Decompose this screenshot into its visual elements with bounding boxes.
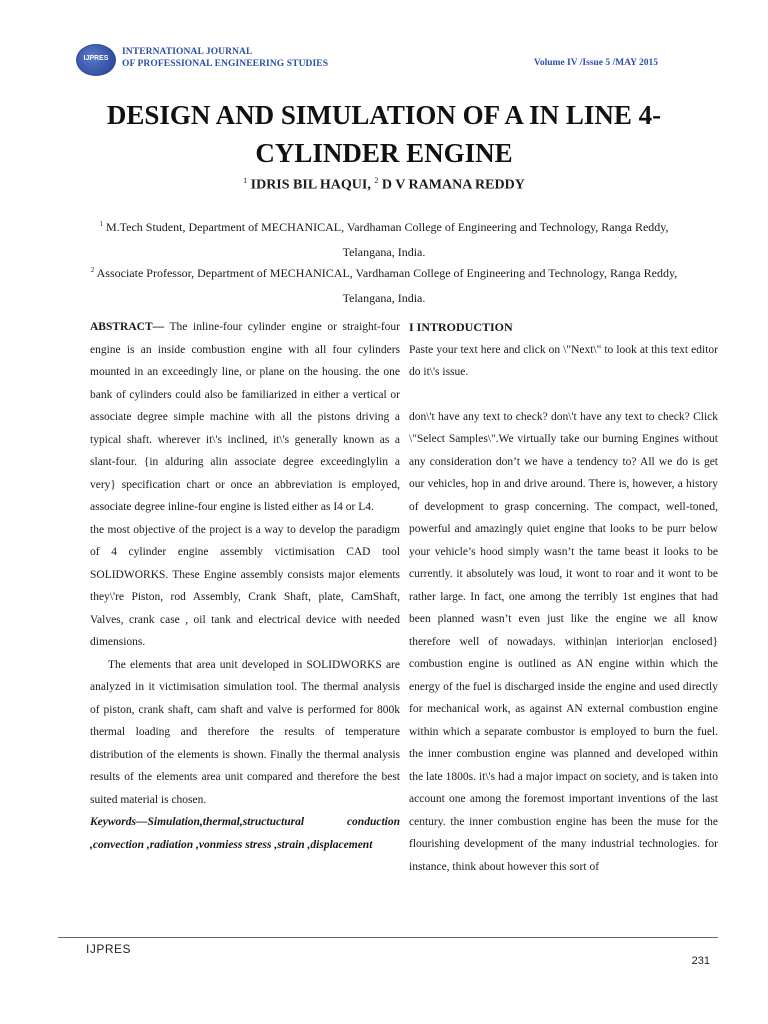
author2: D V RAMANA REDDY: [381, 177, 525, 193]
abstract-label: ABSTRACT—: [90, 321, 165, 333]
logo-text: IJPRES: [83, 55, 109, 62]
paper-title: [40, 96, 728, 172]
intro-paragraph-1: Paste your text here and click on \"Next\" to look at this text editor do it\'s issue.: [409, 343, 718, 378]
abstract-paragraph-1: [90, 316, 400, 519]
affiliation-2: [80, 258, 688, 311]
abstract-text-1: The inline-four cylinder engine or straight-four engine is an inside combustion engine with all four cylinders mounted in an exceedingly line, or plane on the housing. the one bank of cylinders could also be familiarized in either a vertical or associate degree simple machine with all the pistons driving a typical shaft. wherever it\'s inclined, it\'s generally known as a slant-four. {in alduring alin associate degree exceedinglylin a very} specification chart or once an abbreviation is employed, associate degree inline-four engine is listed either as I4 or L4.: [90, 321, 400, 513]
left-column: [90, 316, 400, 856]
footer-journal: IJPRES: [86, 942, 132, 956]
affil2-text: Associate Professor, Department of MECHANICAL, Vardhaman College of Engineering and Technology, Ranga Reddy, Telangana, India.: [96, 266, 678, 305]
author-list: [40, 176, 728, 194]
volume-issue: Volume IV /Issue 5 /MAY 2015: [533, 58, 658, 68]
intro-paragraph-2: don\'t have any text to check? don\'t have any text to check? Click \"Select Samples\".We virtually take our burning Engines without any consideration don’t we have a tendency to? All we do is get our vehicles, hop in and drive around. There is, however, a history of development to grasp concerning. The compact, well-toned, powerful and amazingly quiet engine that looks to be purr below your vehicle’s hood simply wasn’t the tame beast it looks to be currently. it absolutely was loud, it wont to roar and it wont to be rather large. In fact, one among the terribly 1st engines that had been planned wasn’t even just like the engine we all know therefore well of nowadays. within|an interior|an enclosed} combustion engine is outlined as AN engine within which the energy of the fuel is discharged inside the engine and used directly for mechanical work, as against AN external combustion engine within which a separate combustor is employed to burn the fuel. the inner combustion engine was planned and developed within the late 1800s. it\'s had a major impact on society, and is taken into account one among the foremost important inventions of the last century. the inner combustion engine has been the muse for the flourishing development of the many industrial technologies. for instance, think about however this sort of: [409, 410, 718, 873]
affil2-marker: 2: [90, 266, 95, 274]
page-number: 231: [691, 955, 710, 967]
journal-header: [0, 0, 768, 90]
section-heading: I INTRODUCTION: [409, 320, 513, 334]
title-line1: DESIGN AND SIMULATION OF A IN LINE 4-: [106, 100, 662, 130]
journal-name-line2: OF PROFESSIONAL ENGINEERING STUDIES: [122, 59, 329, 69]
abstract-paragraph-3: The elements that area unit developed in SOLIDWORKS are analyzed in it victimisation simulation tool. The thermal analysis of piston, crank shaft, cam shaft and valve is performed for 800k thermal loading and therefore the results of temperature distribution of the elements is shown. Finally the thermal analysis results of the elements area unit compared and therefore the best suited material is chosen.: [90, 658, 400, 806]
journal-name: [122, 46, 328, 70]
title-line2: CYLINDER ENGINE: [255, 138, 513, 168]
paragraph-gap: [409, 384, 718, 406]
journal-logo-icon: [76, 44, 116, 76]
keywords: Keywords—Simulation,thermal,structuctural conduction ,convection ,radiation ,vonmiess stress ,strain ,displacement: [90, 816, 400, 851]
author1-marker: 1: [243, 176, 248, 185]
author2-marker: 2: [374, 176, 379, 185]
author1: IDRIS BIL HAQUI,: [250, 177, 371, 193]
journal-name-line1: INTERNATIONAL JOURNAL: [122, 47, 253, 57]
affil1-text: M.Tech Student, Department of MECHANICAL, Vardhaman College of Engineering and Technology, Ranga Reddy, Telangana, India.: [105, 220, 669, 259]
abstract-paragraph-2: the most objective of the project is a way to develop the paradigm of 4 cylinder engine assembly victimisation CAD tool SOLIDWORKS. These Engine assembly consists major elements they\'re Piston, rod Assembly, Crank Shaft, plate, CamShaft, Valves, crank case , oil tank and electrical device with needed dimensions.: [90, 523, 400, 648]
right-column: [409, 316, 718, 878]
footer-divider: [58, 937, 718, 938]
affil1-marker: 1: [99, 220, 103, 228]
